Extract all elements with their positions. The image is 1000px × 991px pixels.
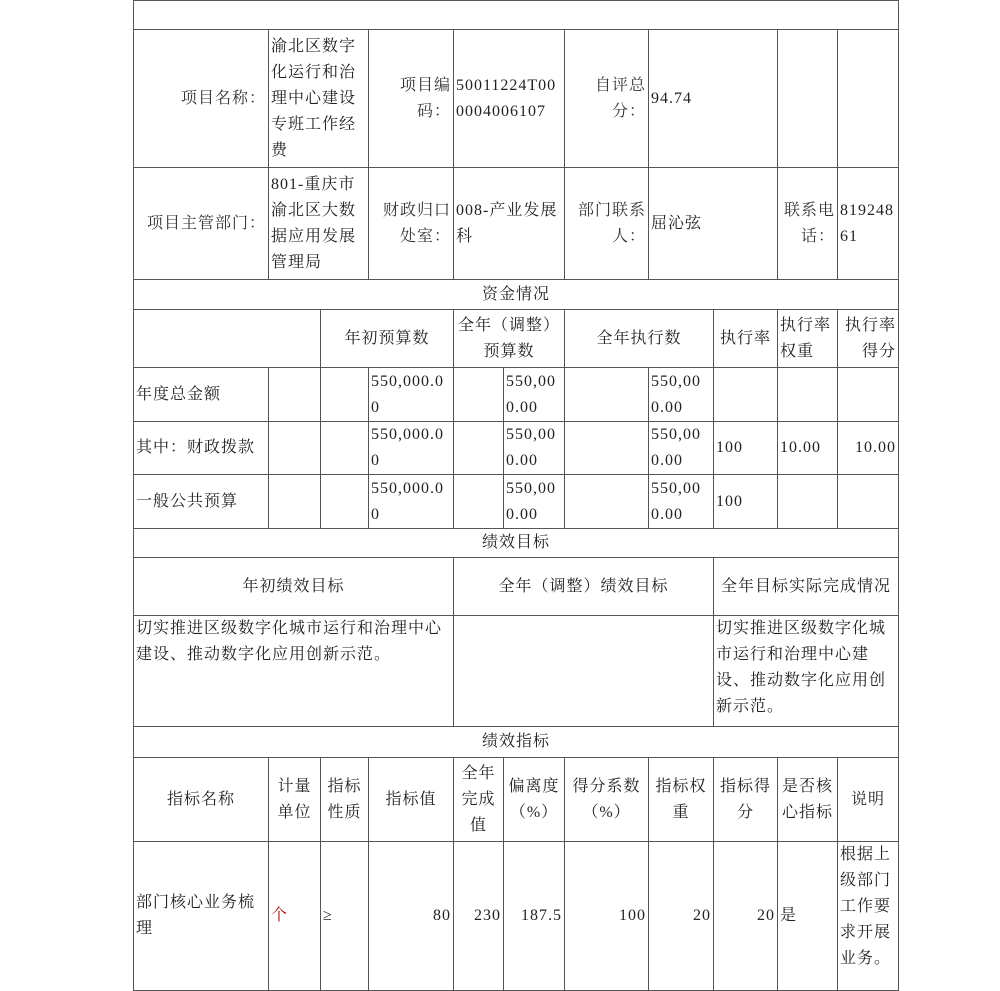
goals-header (453, 557, 714, 616)
funds-row-label-text: 年度总金额 (136, 385, 222, 403)
initial-goal (133, 615, 454, 727)
initial-budget-text: 550,000.00 (371, 372, 444, 416)
indicator-header-text: 得分系数（%） (572, 777, 641, 821)
execution-rate-text: 100 (716, 439, 743, 456)
indicator-deviation-text: 187.5 (521, 907, 562, 924)
empty-cell (133, 309, 321, 368)
goals-header (713, 557, 899, 616)
indicator-target-text: 80 (433, 907, 451, 924)
empty-cell (453, 421, 504, 475)
empty-cell (320, 367, 369, 422)
contact-label (564, 167, 649, 280)
initial-budget-text: 550,000.00 (371, 426, 444, 469)
indicator-header (648, 757, 714, 842)
indicator-weight-text: 20 (693, 907, 711, 924)
self-score (648, 29, 778, 168)
funds-header-text: 执行率 (719, 329, 771, 347)
title-row (133, 0, 899, 30)
funds-header (564, 309, 714, 368)
initial-budget (368, 474, 454, 529)
indicator-header (368, 757, 454, 842)
goals-header-text: 全年（调整）绩效目标 (498, 577, 669, 595)
empty-cell (564, 421, 649, 475)
funds-header (320, 309, 454, 368)
adjusted-budget (503, 367, 565, 422)
indicator-unit-text: 个 (271, 907, 289, 924)
indicator-header (503, 757, 565, 842)
execution-rate (713, 421, 778, 475)
indicator-header-text: 计量单位 (277, 777, 312, 821)
funds-row-label-text: 其中：财政拨款 (136, 439, 256, 456)
indicator-header (713, 757, 778, 842)
project-code-label-text: 项目编码： (399, 76, 451, 120)
dept-label-text: 项目主管部门： (146, 214, 266, 232)
indicator-core-text: 是 (780, 907, 798, 924)
rate-score (837, 474, 899, 529)
finance-label (368, 167, 454, 280)
indicators-title-text: 绩效指标 (481, 733, 550, 750)
goals-title-text: 绩效目标 (481, 534, 550, 551)
indicator-name (133, 841, 269, 991)
contact (648, 167, 778, 280)
indicator-header (268, 757, 321, 842)
empty-cell (268, 474, 321, 529)
goals-header (133, 557, 454, 616)
indicator-deviation (503, 841, 565, 991)
empty-cell (320, 421, 369, 475)
initial-budget (368, 367, 454, 422)
funds-title-text: 资金情况 (481, 285, 550, 303)
indicator-header-text: 全年完成值 (461, 764, 496, 834)
project-name-label-text: 项目名称： (180, 89, 266, 107)
indicator-header (320, 757, 369, 842)
empty-cell (453, 474, 504, 529)
goals-header-text: 全年目标实际完成情况 (720, 577, 891, 595)
indicator-score (713, 841, 778, 991)
execution-rate-text: 100 (716, 492, 743, 510)
indicator-note (837, 841, 899, 991)
funds-header (837, 309, 899, 368)
indicator-actual (453, 841, 504, 991)
goals-header-text: 年初绩效目标 (242, 577, 345, 595)
finance-text: 008-产业发展科 (456, 201, 558, 245)
executed-amount-text: 550,000.00 (651, 426, 701, 469)
phone-label (777, 167, 838, 280)
project-code (453, 29, 565, 168)
dept-text: 801-重庆市渝北区大数据应用发展管理局 (271, 175, 357, 271)
funds-header (453, 309, 565, 368)
indicator-nature-text: ≥ (323, 907, 333, 924)
rate-score (837, 421, 899, 475)
adjusted-budget-text: 550,000.00 (506, 479, 556, 523)
indicator-weight (648, 841, 714, 991)
self-score-text: 94.74 (651, 89, 692, 107)
rate-score-text: 10.00 (855, 439, 896, 456)
adjusted-budget (503, 474, 565, 529)
indicator-header-text: 指标名称 (166, 790, 235, 808)
empty-cell (837, 29, 899, 168)
indicator-score-text: 20 (757, 907, 775, 924)
empty-cell (564, 367, 649, 422)
dept-label (133, 167, 269, 280)
funds-row-label-text: 一般公共预算 (136, 492, 239, 510)
funds-header-text: 全年（调整）预算数 (457, 316, 560, 360)
project-code-text: 50011224T000004006107 (456, 76, 557, 120)
executed-amount (648, 367, 714, 422)
indicator-note-text: 根据上级部门工作要求开展业务。 (840, 846, 892, 967)
funds-header-text: 执行率权重 (780, 316, 832, 360)
funds-header (713, 309, 778, 368)
indicator-coef-text: 100 (619, 907, 646, 924)
project-code-label (368, 29, 454, 168)
indicator-coef (564, 841, 649, 991)
phone-label-text: 联系电话： (783, 201, 835, 245)
rate-weight (777, 367, 838, 422)
rate-weight-text: 10.00 (780, 439, 821, 456)
funds-title (133, 279, 899, 310)
goals-title (133, 528, 899, 558)
initial-budget (368, 421, 454, 475)
finance-label-text: 财政归口处室： (382, 201, 451, 245)
funds-row-label (133, 474, 269, 529)
indicator-header-text: 指标性质 (327, 777, 362, 821)
executed-amount-text: 550,000.00 (651, 372, 701, 416)
adjusted-budget-text: 550,000.00 (506, 372, 556, 416)
indicator-header (777, 757, 838, 842)
empty-cell (564, 474, 649, 529)
indicator-header-text: 是否核心指标 (781, 777, 833, 821)
funds-header-text: 全年执行数 (596, 329, 682, 347)
rate-weight (777, 421, 838, 475)
initial-budget-text: 550,000.00 (371, 479, 444, 523)
indicator-target (368, 841, 454, 991)
indicator-header (133, 757, 269, 842)
actual-goal-text: 切实推进区级数字化城市运行和治理中心建设、推动数字化应用创新示范。 (716, 620, 887, 715)
rate-score (837, 367, 899, 422)
phone (837, 167, 899, 280)
empty-cell (268, 421, 321, 475)
indicator-name-text: 部门核心业务梳理 (136, 894, 256, 937)
empty-cell (268, 367, 321, 422)
indicator-header-text: 偏离度（%） (508, 777, 560, 821)
project-name-text: 渝北区数字化运行和治理中心建设专班工作经费 (271, 37, 357, 159)
indicators-title (133, 726, 899, 758)
adjusted-goal (453, 615, 714, 727)
actual-goal (713, 615, 899, 727)
indicator-header (453, 757, 504, 842)
rate-weight (777, 474, 838, 529)
self-score-label-text: 自评总分： (594, 76, 646, 120)
executed-amount (648, 421, 714, 475)
execution-rate (713, 367, 778, 422)
funds-row-label (133, 367, 269, 422)
project-name-label (133, 29, 269, 168)
indicator-header-text: 指标得分 (719, 777, 771, 821)
funds-header-text: 年初预算数 (344, 329, 430, 347)
indicator-header-text: 说明 (850, 790, 885, 808)
contact-label-text: 部门联系人： (577, 201, 646, 245)
adjusted-budget (503, 421, 565, 475)
self-score-label (564, 29, 649, 168)
funds-row-label (133, 421, 269, 475)
empty-cell (320, 474, 369, 529)
contact-text: 屈沁弦 (651, 214, 703, 232)
indicator-unit (268, 841, 321, 991)
empty-cell (453, 367, 504, 422)
finance (453, 167, 565, 280)
indicator-header-text: 指标值 (385, 790, 437, 808)
funds-header-text: 执行率得分 (844, 316, 896, 360)
adjusted-budget-text: 550,000.00 (506, 426, 556, 469)
execution-rate (713, 474, 778, 529)
empty-cell (777, 29, 838, 168)
indicator-header (564, 757, 649, 842)
executed-amount-text: 550,000.00 (651, 479, 701, 523)
phone-text: 81924861 (840, 201, 894, 245)
executed-amount (648, 474, 714, 529)
indicator-header (837, 757, 899, 842)
initial-goal-text: 切实推进区级数字化城市运行和治理中心建设、推动数字化应用创新示范。 (136, 620, 443, 663)
indicator-actual-text: 230 (474, 907, 501, 924)
indicator-header-text: 指标权重 (655, 777, 707, 821)
project-name (268, 29, 369, 168)
funds-header (777, 309, 838, 368)
dept (268, 167, 369, 280)
indicator-nature (320, 841, 369, 991)
indicator-core (777, 841, 838, 991)
